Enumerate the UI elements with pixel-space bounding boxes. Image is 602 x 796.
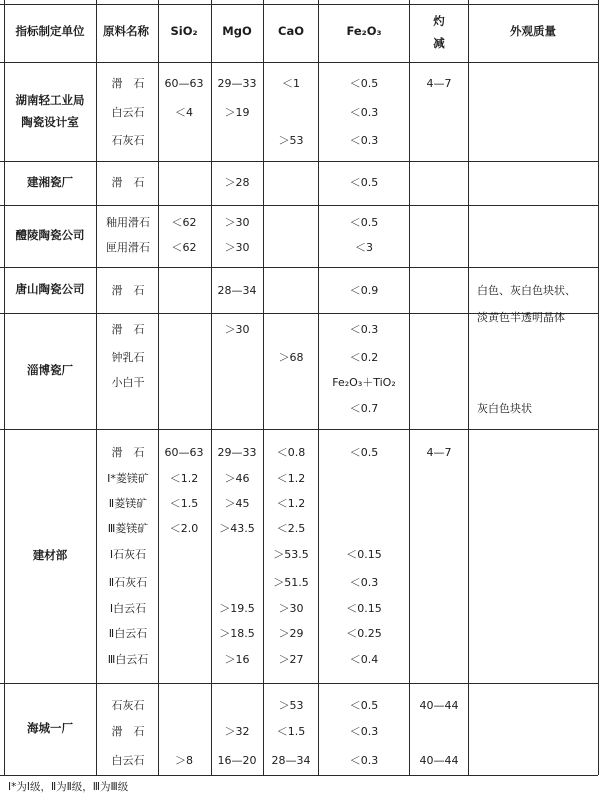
- cell-mgo: ＞30: [224, 241, 250, 254]
- material-name: 滑 石: [111, 323, 145, 336]
- material-name: Ⅲ菱镁矿: [107, 522, 149, 535]
- row-rule: [0, 4, 598, 5]
- cell-mgo: ＞43.5: [219, 522, 255, 535]
- cell-sio2: ＜1.5: [169, 497, 199, 510]
- material-name: 滑 石: [111, 284, 145, 297]
- column-rule: [4, 0, 5, 775]
- column-rule: [409, 0, 410, 775]
- cell-sio2: 60—63: [164, 446, 204, 459]
- unit-name: 醴陵陶瓷公司: [15, 228, 85, 242]
- row-rule: [0, 161, 598, 162]
- header-loss-1: 灼: [433, 14, 445, 28]
- unit-name: 建材部: [32, 548, 68, 562]
- appearance-text: 白色、灰白色块状、: [477, 284, 576, 297]
- material-name: 钟乳石: [111, 351, 145, 364]
- material-name: Ⅰ*菱镁矿: [107, 472, 149, 485]
- header-cao: CaO: [278, 24, 304, 38]
- material-name: 滑 石: [111, 176, 145, 189]
- cell-cao: ＜1.2: [276, 497, 306, 510]
- header-fe2o3: Fe₂O₃: [346, 24, 382, 38]
- cell-cao: ＞29: [278, 627, 304, 640]
- material-name: Ⅱ石灰石: [108, 576, 148, 589]
- cell-fe2o3: ＜0.15: [346, 602, 382, 615]
- unit-name: 陶瓷设计室: [21, 114, 79, 129]
- cell-fe2o3: ＜0.5: [349, 446, 379, 459]
- header-sio2: SiO₂: [170, 24, 198, 38]
- cell-mgo: ＞28: [224, 176, 250, 189]
- cell-fe2o3: ＜0.4: [349, 653, 379, 666]
- material-name: Ⅰ石灰石: [109, 548, 147, 561]
- material-name: 滑 石: [111, 77, 145, 90]
- cell-sio2: ＜4: [175, 106, 193, 119]
- cell-mgo: ＞45: [224, 497, 250, 510]
- cell-fe2o3: ＜0.3: [349, 725, 379, 738]
- cell-fe2o3: ＜0.5: [349, 77, 379, 90]
- material-name: 白云石: [111, 754, 145, 767]
- cell-loss: 4—7: [426, 446, 452, 459]
- column-rule: [263, 0, 264, 775]
- cell-cao: ＞30: [278, 602, 304, 615]
- cell-mgo: ＞46: [224, 472, 250, 485]
- unit-name: 淄博瓷厂: [27, 363, 73, 377]
- cell-mgo: 16—20: [217, 754, 257, 767]
- cell-fe2o3: ＜3: [355, 241, 373, 254]
- cell-fe2o3: ＜0.3: [349, 323, 379, 336]
- unit-name: 建湘瓷厂: [27, 175, 73, 189]
- cell-mgo: ＞30: [224, 216, 250, 229]
- material-name: 釉用滑石: [106, 216, 150, 229]
- cell-fe2o3: Fe₂O₃＋TiO₂: [332, 376, 396, 389]
- header-unit: 指标制定单位: [15, 24, 85, 38]
- header-material: 原料名称: [103, 24, 149, 38]
- cell-loss: 40—44: [419, 699, 459, 712]
- cell-fe2o3: ＜0.5: [349, 176, 379, 189]
- material-name: 石灰石: [111, 134, 145, 147]
- cell-sio2: ＞8: [175, 754, 193, 767]
- column-rule: [211, 0, 212, 775]
- unit-name: 海城一厂: [27, 721, 73, 735]
- unit-name: 湖南轻工业局: [15, 92, 85, 107]
- cell-cao: ＞27: [278, 653, 304, 666]
- material-name: 白云石: [111, 106, 145, 119]
- cell-fe2o3: ＜0.3: [349, 134, 379, 147]
- cell-sio2: ＜62: [171, 241, 197, 254]
- material-name: Ⅰ白云石: [109, 602, 147, 615]
- cell-fe2o3: ＜0.5: [349, 699, 379, 712]
- header-mgo: MgO: [222, 24, 252, 38]
- cell-cao: ＜0.8: [276, 446, 306, 459]
- cell-mgo: ＞30: [224, 323, 250, 336]
- cell-sio2: 60—63: [164, 77, 204, 90]
- cell-sio2: ＜2.0: [169, 522, 199, 535]
- cell-fe2o3: ＜0.3: [349, 754, 379, 767]
- appearance-text: 灰白色块状: [477, 402, 532, 415]
- cell-mgo: ＞32: [224, 725, 250, 738]
- cell-mgo: ＞18.5: [219, 627, 255, 640]
- cell-fe2o3: ＜0.3: [349, 576, 379, 589]
- column-rule: [468, 0, 469, 775]
- cell-cao: 28—34: [271, 754, 311, 767]
- cell-cao: ＜2.5: [276, 522, 306, 535]
- appearance-text: 淡黄色半透明晶体: [477, 311, 565, 324]
- material-name: 小白干: [111, 376, 145, 389]
- cell-fe2o3: ＜0.2: [349, 351, 379, 364]
- cell-cao: ＜1: [282, 77, 300, 90]
- header-loss-2: 减: [433, 36, 445, 50]
- row-rule: [0, 267, 598, 268]
- footnote: Ⅰ*为Ⅰ级，Ⅱ为Ⅱ级，Ⅲ为Ⅲ级: [8, 781, 129, 793]
- cell-cao: ＞51.5: [273, 576, 309, 589]
- row-rule: [0, 683, 598, 684]
- material-name: 石灰石: [111, 699, 145, 712]
- column-rule: [598, 0, 599, 775]
- cell-fe2o3: ＜0.3: [349, 106, 379, 119]
- material-name: Ⅱ白云石: [108, 627, 148, 640]
- cell-mgo: 29—33: [217, 446, 257, 459]
- material-name: 匣用滑石: [106, 241, 150, 254]
- row-rule: [0, 62, 598, 63]
- cell-mgo: ＞19.5: [219, 602, 255, 615]
- material-name: 滑 石: [111, 725, 145, 738]
- cell-loss: 40—44: [419, 754, 459, 767]
- material-name: 滑 石: [111, 446, 145, 459]
- column-rule: [158, 0, 159, 775]
- unit-name: 唐山陶瓷公司: [15, 282, 85, 296]
- cell-cao: ＞53: [278, 699, 304, 712]
- cell-cao: ＞53.5: [273, 548, 309, 561]
- cell-fe2o3: ＜0.15: [346, 548, 382, 561]
- cell-cao: ＜1.2: [276, 472, 306, 485]
- cell-fe2o3: ＜0.25: [346, 627, 382, 640]
- cell-cao: ＞53: [278, 134, 304, 147]
- cell-sio2: ＜1.2: [169, 472, 199, 485]
- cell-fe2o3: ＜0.7: [349, 402, 379, 415]
- material-name: Ⅲ白云石: [107, 653, 149, 666]
- cell-loss: 4—7: [426, 77, 452, 90]
- cell-mgo: ＞19: [224, 106, 250, 119]
- cell-cao: ＜1.5: [276, 725, 306, 738]
- material-name: Ⅱ菱镁矿: [108, 497, 148, 510]
- cell-mgo: 29—33: [217, 77, 257, 90]
- cell-cao: ＞68: [278, 351, 304, 364]
- column-rule: [96, 0, 97, 775]
- header-appearance: 外观质量: [510, 24, 556, 38]
- cell-sio2: ＜62: [171, 216, 197, 229]
- cell-fe2o3: ＜0.5: [349, 216, 379, 229]
- row-rule: [0, 205, 598, 206]
- cell-mgo: 28—34: [217, 284, 257, 297]
- column-rule: [318, 0, 319, 775]
- row-rule: [0, 429, 598, 430]
- row-rule: [0, 775, 598, 776]
- cell-fe2o3: ＜0.9: [349, 284, 379, 297]
- cell-mgo: ＞16: [224, 653, 250, 666]
